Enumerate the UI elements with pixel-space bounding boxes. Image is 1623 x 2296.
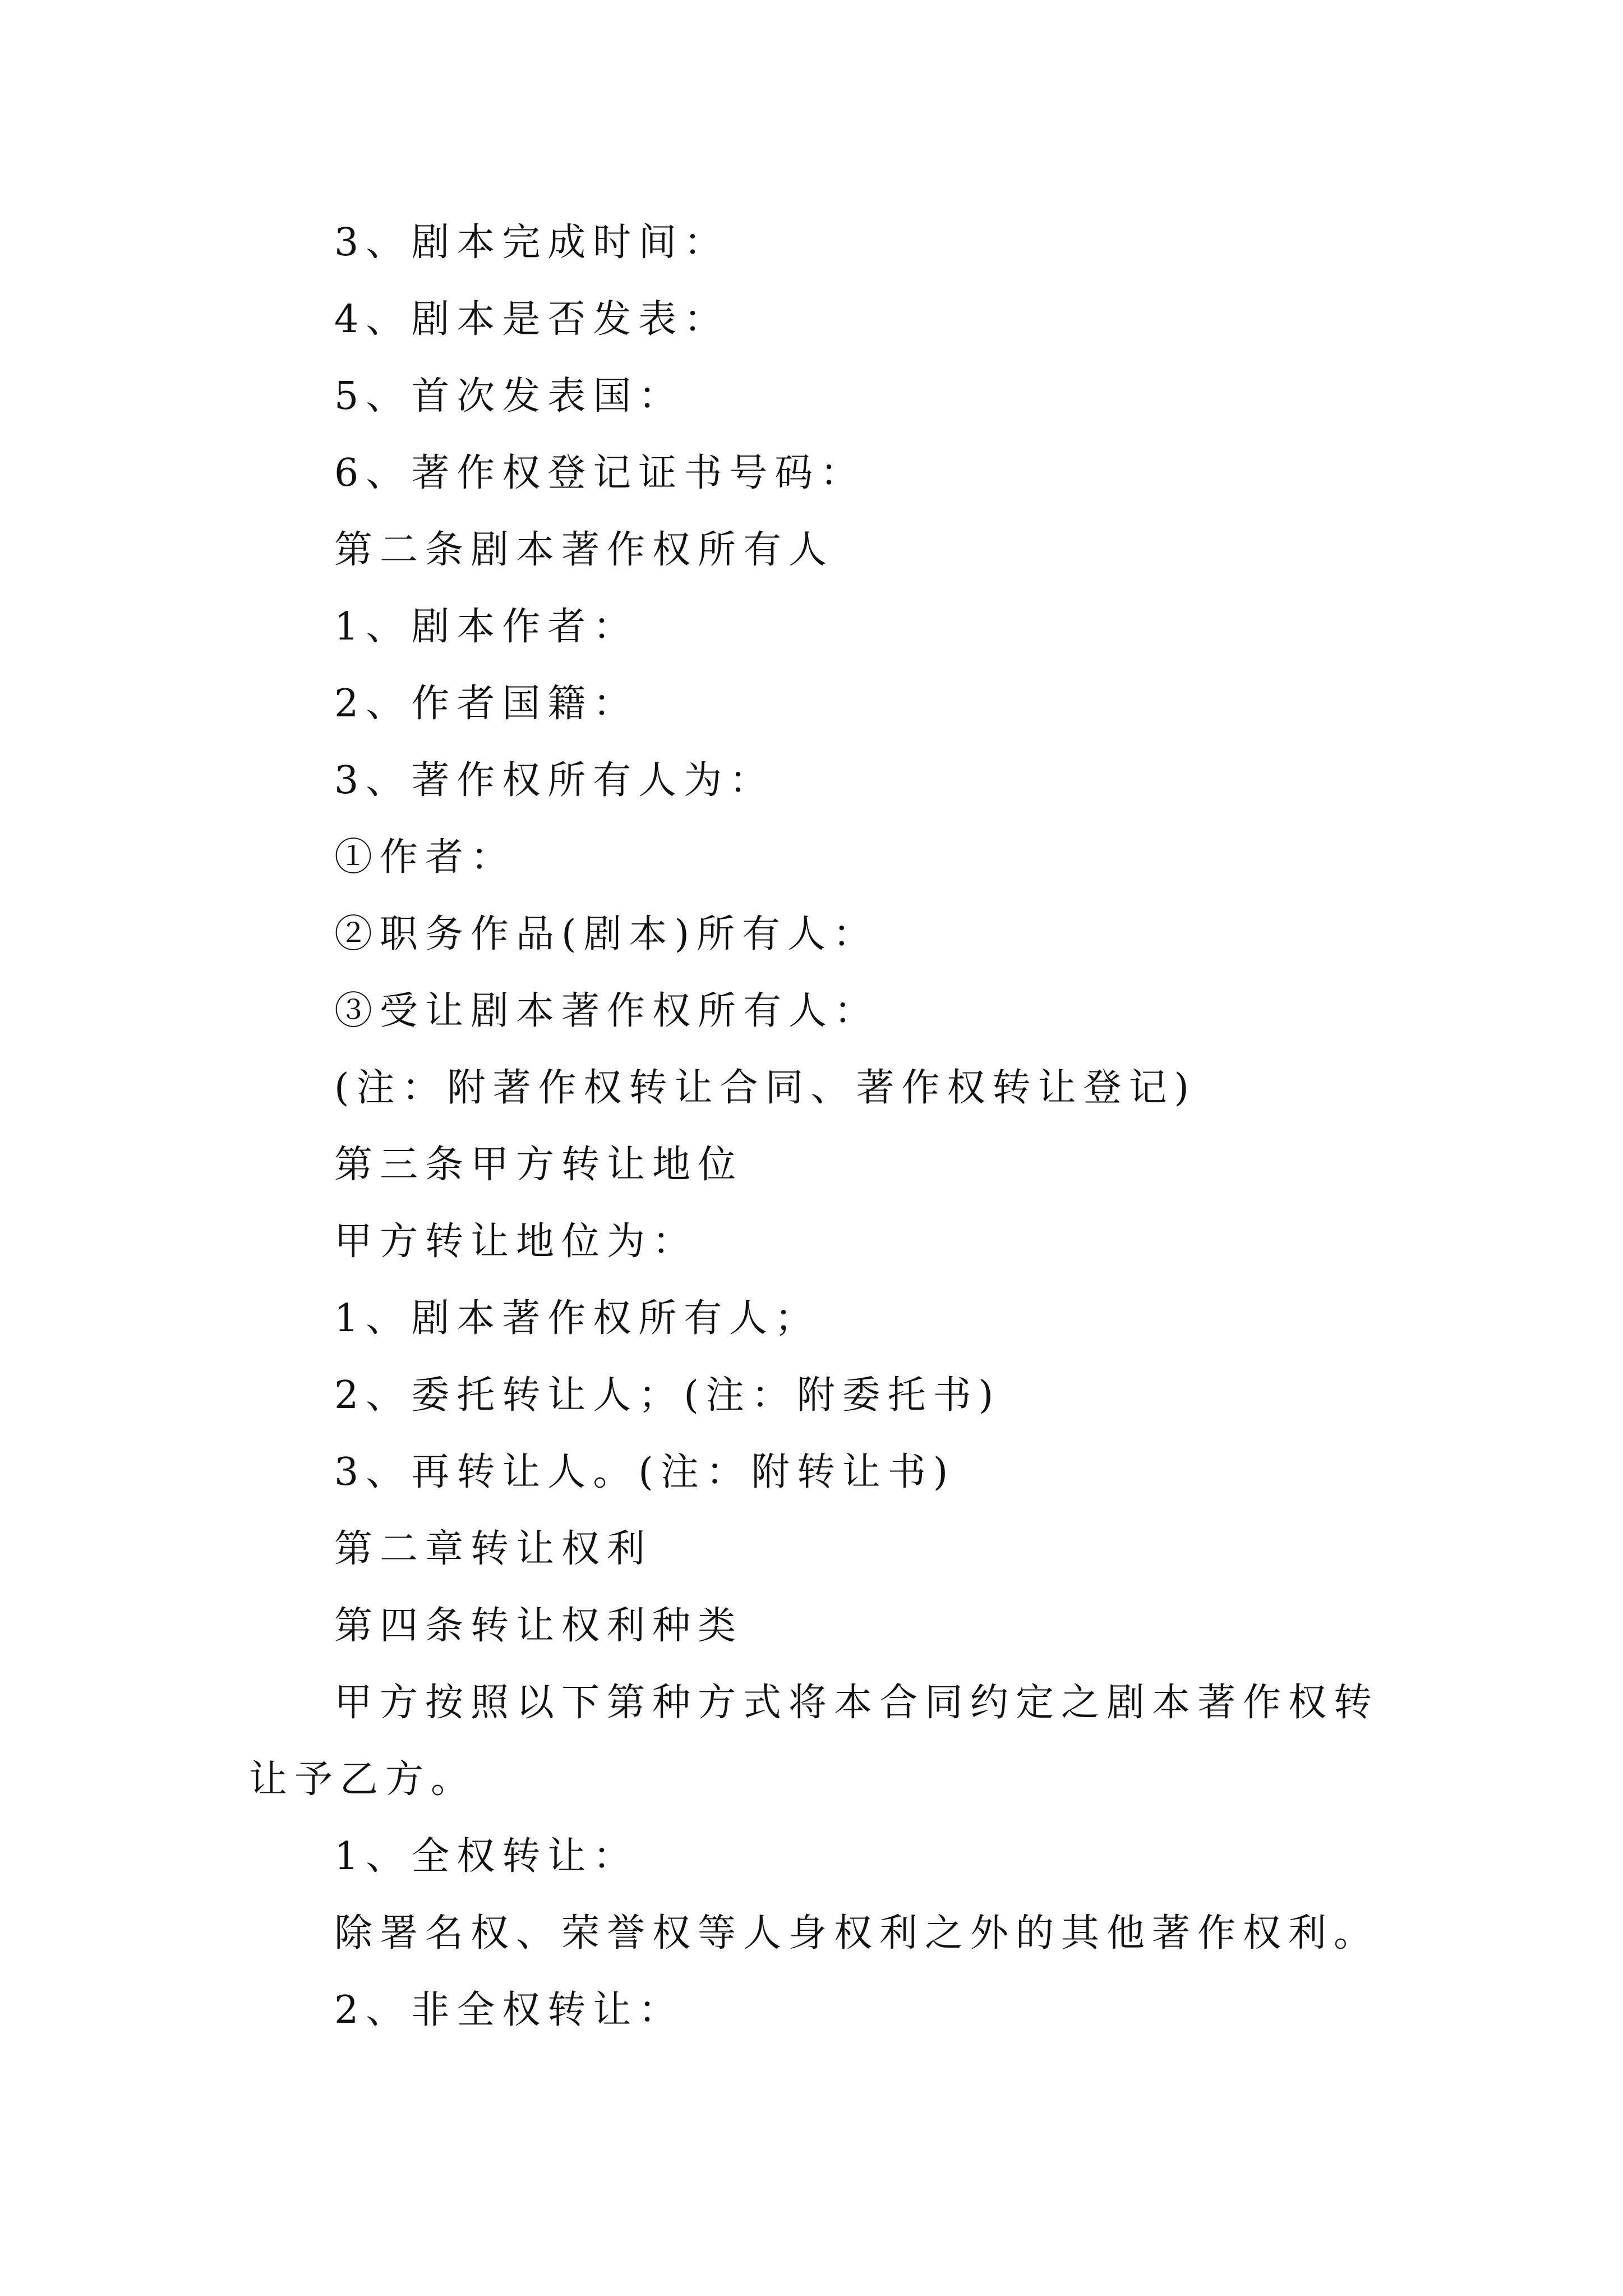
paragraph: 甲方转让地位为： bbox=[334, 1220, 698, 1264]
item-retransfer: 3、再转让人。(注：附转让书) bbox=[334, 1450, 956, 1494]
item-author: 1、剧本作者： bbox=[334, 605, 639, 649]
paragraph-continuation: 让予乙方。 bbox=[249, 1757, 477, 1802]
item-published: 4、剧本是否发表： bbox=[334, 297, 730, 342]
item-entrusted: 2、委托转让人；(注：附委托书) bbox=[334, 1373, 1001, 1418]
article-heading: 第二条剧本著作权所有人 bbox=[334, 528, 834, 572]
item-registration-number: 6、著作权登记证书号码： bbox=[334, 451, 866, 495]
paragraph: 甲方按照以下第种方式将本合同约定之剧本著作权转 bbox=[334, 1681, 1380, 1725]
item-owner: 1、剧本著作权所有人； bbox=[334, 1296, 820, 1341]
article-heading: 第三条甲方转让地位 bbox=[334, 1143, 744, 1187]
item-full-transfer: 1、全权转让： bbox=[334, 1834, 639, 1879]
item-partial-transfer: 2、非全权转让： bbox=[334, 1988, 684, 2032]
item-completion-time: 3、剧本完成时间： bbox=[334, 220, 730, 265]
item-first-publication-country: 5、首次发表国： bbox=[334, 374, 684, 418]
subitem-assignee: ③受让剧本著作权所有人： bbox=[334, 989, 880, 1033]
item-copyright-owner: 3、著作权所有人为： bbox=[334, 758, 775, 803]
item-nationality: 2、作者国籍： bbox=[334, 682, 639, 726]
note-attachments: (注：附著作权转让合同、著作权转让登记) bbox=[334, 1066, 1197, 1110]
subitem-author: ①作者： bbox=[334, 835, 517, 880]
chapter-heading: 第二章转让权利 bbox=[334, 1527, 653, 1571]
subitem-work-for-hire: ②职务作品(剧本)所有人： bbox=[334, 912, 879, 956]
paragraph: 除署名权、荣誉权等人身权利之外的其他著作权利。 bbox=[334, 1911, 1380, 1955]
article-heading: 第四条转让权利种类 bbox=[334, 1604, 744, 1648]
